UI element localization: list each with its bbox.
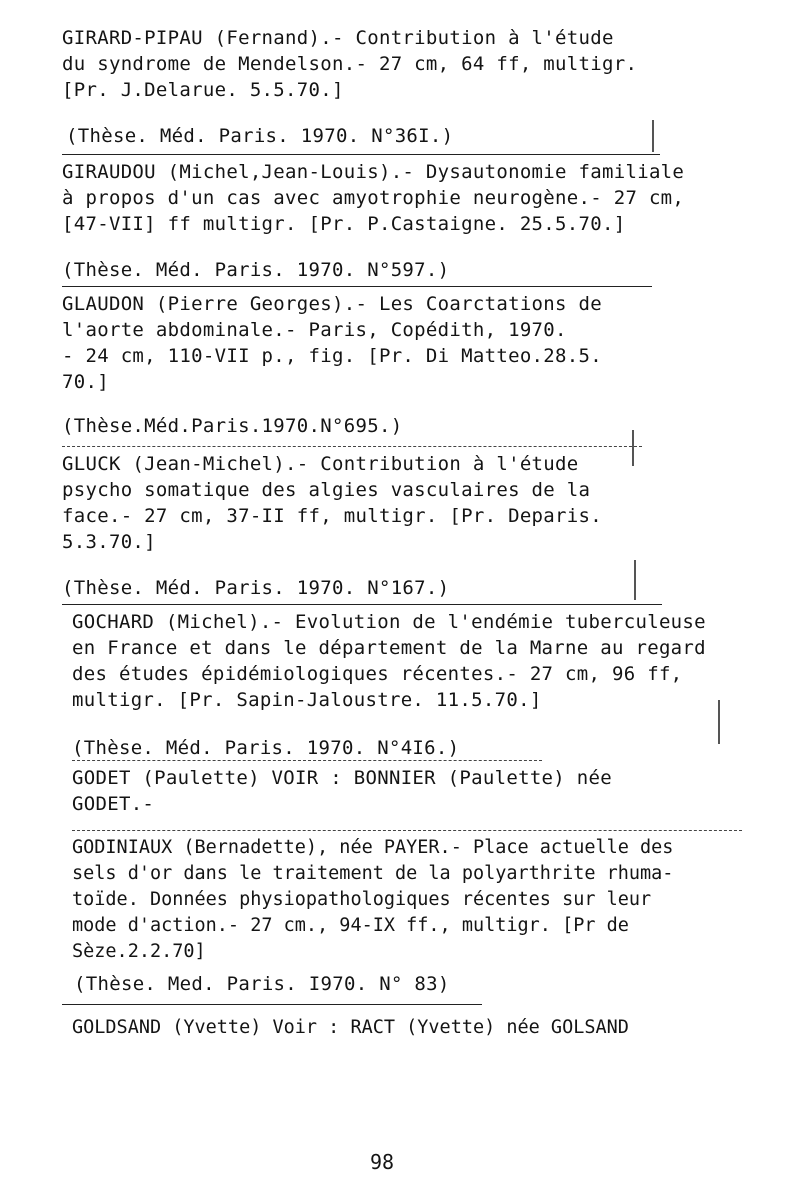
entry-3-line-3: - 24 cm, 110-VII p., fig. [Pr. Di Matteo.28.5.	[62, 345, 602, 367]
entry-5-rule	[72, 760, 542, 761]
entry-2-rule	[62, 286, 652, 287]
page-number: 98	[370, 1150, 395, 1174]
entry-1-line-3: [Pr. J.Delarue. 5.5.70.]	[62, 79, 344, 101]
entry-7-line-5: Sèze.2.2.70]	[72, 941, 206, 962]
scan-mark	[634, 560, 636, 600]
entry-3-thesis: (Thèse.Méd.Paris.1970.N°695.)	[62, 415, 403, 437]
entry-3-line-1: GLAUDON (Pierre Georges).- Les Coarctations de	[62, 293, 602, 315]
entry-5-line-2: en France et dans le département de la Marne au regard	[72, 637, 706, 659]
entry-3-line-2: l'aorte abdominale.- Paris, Copédith, 1970.	[62, 319, 567, 341]
entry-2-line-1: GIRAUDOU (Michel,Jean-Louis).- Dysautonomie familiale	[62, 161, 685, 183]
entry-2-thesis: (Thèse. Méd. Paris. 1970. N°597.)	[62, 259, 450, 281]
entry-1-line-1: GIRARD-PIPAU (Fernand).- Contribution à l'étude	[62, 27, 614, 49]
entry-3-rule	[62, 446, 642, 447]
entry-7-line-3: toïde. Données physiopathologiques récentes sur leur	[72, 889, 652, 910]
entry-5-line-1: GOCHARD (Michel).- Evolution de l'endémie tuberculeuse	[72, 611, 706, 633]
entry-5-line-3: des études épidémiologiques récentes.- 27 cm, 96 ff,	[72, 663, 683, 685]
entry-8-line-1: GOLDSAND (Yvette) Voir : RACT (Yvette) née GOLSAND	[72, 1017, 629, 1038]
entry-1-line-2: du syndrome de Mendelson.- 27 cm, 64 ff, multigr.	[62, 53, 638, 75]
entry-4-line-3: face.- 27 cm, 37-II ff, multigr. [Pr. Deparis.	[62, 505, 602, 527]
entry-1-thesis: (Thèse. Méd. Paris. 1970. N°36I.)	[66, 125, 454, 147]
entry-6-rule	[72, 830, 742, 831]
entry-4-thesis: (Thèse. Méd. Paris. 1970. N°167.)	[62, 577, 450, 599]
entry-6-line-2: GODET.-	[72, 793, 155, 815]
scan-mark	[718, 700, 720, 744]
entry-4-line-4: 5.3.70.]	[62, 531, 156, 553]
entry-4-line-1: GLUCK (Jean-Michel).- Contribution à l'étude	[62, 453, 579, 475]
entry-1-rule	[62, 154, 660, 155]
entry-7-line-4: mode d'action.- 27 cm., 94-IX ff., multigr. [Pr de	[72, 915, 629, 936]
entry-2-line-3: [47-VII] ff multigr. [Pr. P.Castaigne. 25.5.70.]	[62, 213, 626, 235]
scan-mark	[632, 430, 634, 466]
entry-6-line-1: GODET (Paulette) VOIR : BONNIER (Paulette) née	[72, 767, 612, 789]
entry-7-thesis: (Thèse. Med. Paris. I970. N° 83)	[74, 973, 450, 995]
entry-2-line-2: à propos d'un cas avec amyotrophie neurogène.- 27 cm,	[62, 187, 685, 209]
entry-3-line-4: 70.]	[62, 371, 109, 393]
scan-mark	[652, 120, 654, 152]
entry-7-line-2: sels d'or dans le traitement de la polyarthrite rhuma-	[72, 863, 674, 884]
entry-5-thesis: (Thèse. Méd. Paris. 1970. N°4I6.)	[72, 737, 460, 759]
entry-7-rule	[62, 1004, 482, 1005]
entry-4-line-2: psycho somatique des algies vasculaires de la	[62, 479, 591, 501]
entry-5-line-4: multigr. [Pr. Sapin-Jaloustre. 11.5.70.]	[72, 689, 542, 711]
entry-7-line-1: GODINIAUX (Bernadette), née PAYER.- Place actuelle des	[72, 837, 674, 858]
entry-4-rule	[62, 604, 662, 605]
